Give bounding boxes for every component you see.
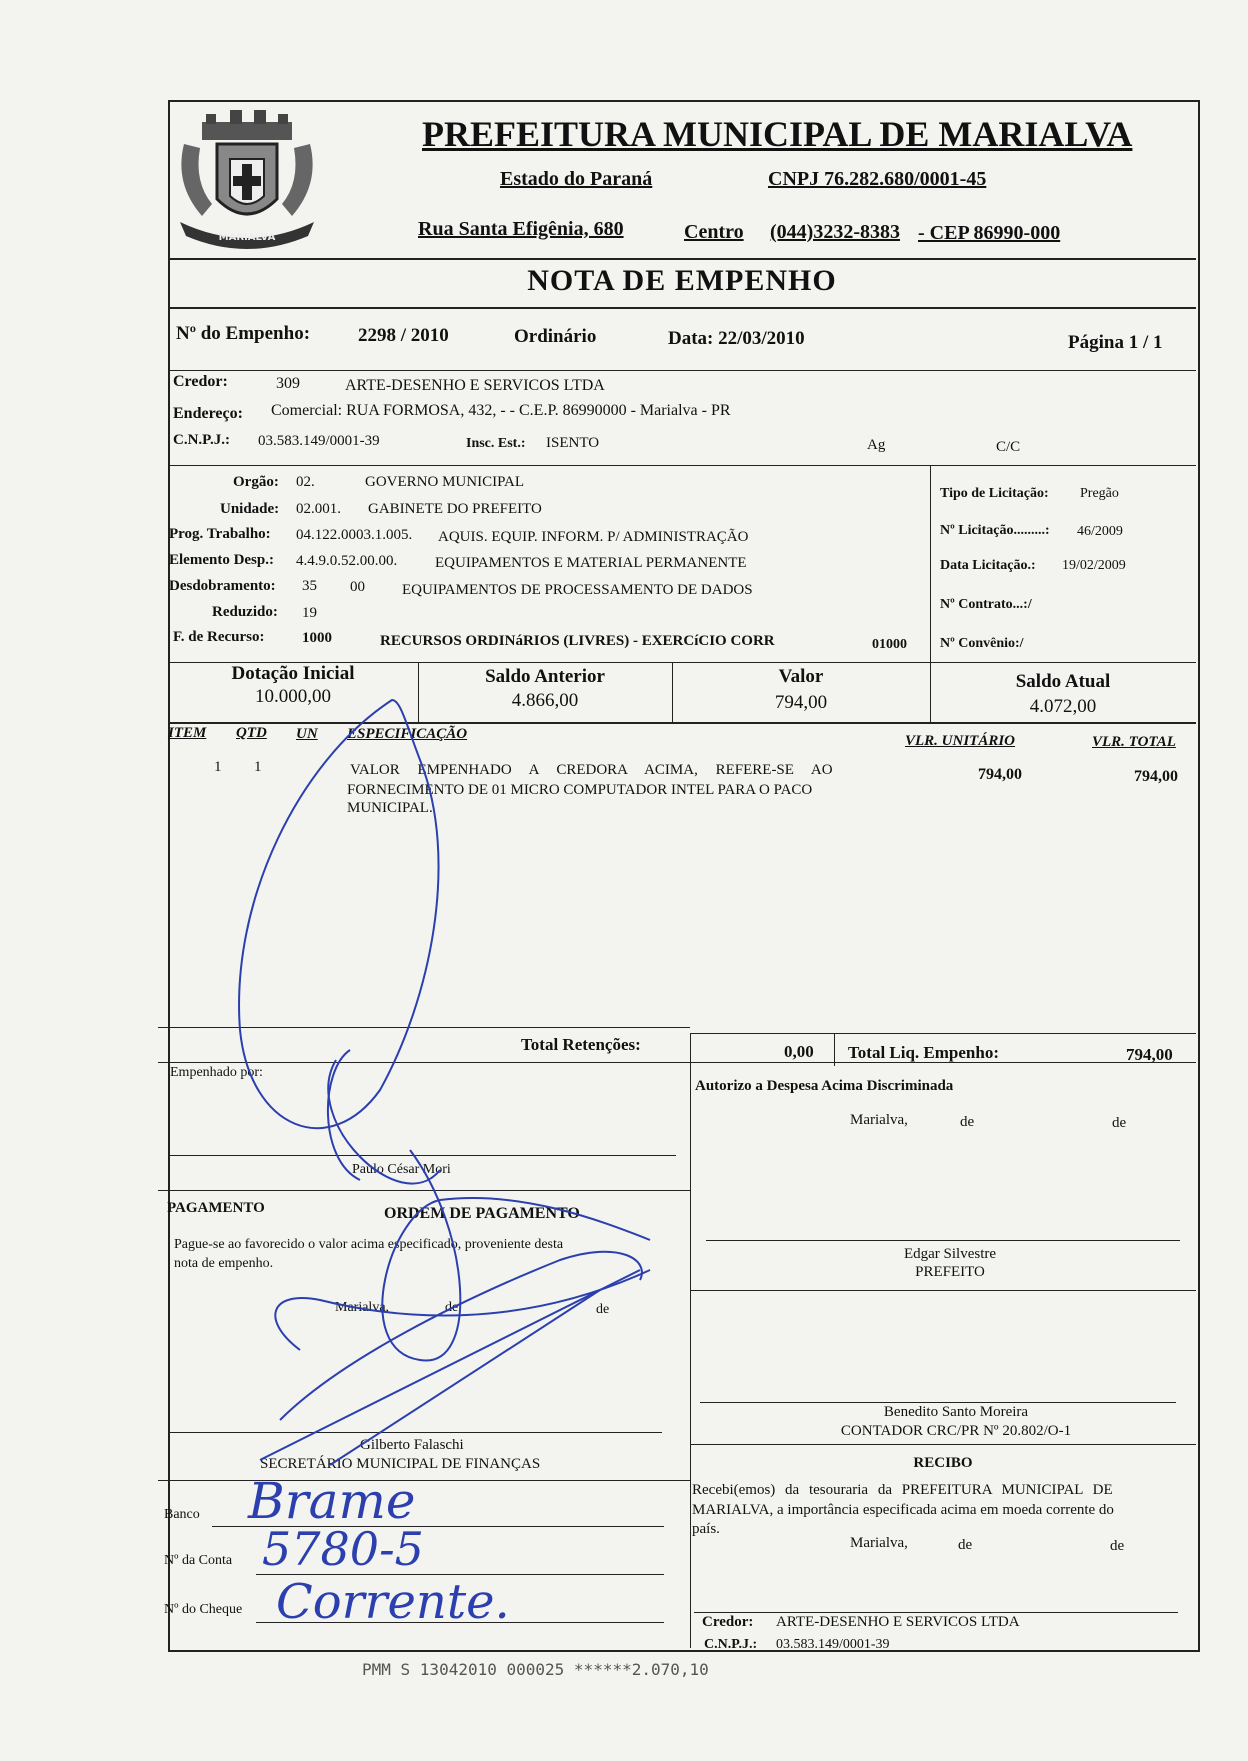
row-vlr-unitario: 794,00 [978, 766, 1022, 783]
credor-label: Credor: [173, 373, 228, 390]
ag-label: Ag [867, 437, 886, 453]
municipal-crest-icon [172, 104, 322, 256]
autorizo-label: Autorizo a Despesa Acima Discriminada [695, 1078, 954, 1094]
empenho-date: Data: 22/03/2010 [668, 328, 805, 349]
saldo-atual-value: 4.072,00 [1029, 696, 1097, 717]
total-retencoes-label: Total Retenções: [521, 1035, 641, 1054]
cc-label: C/C [996, 439, 1021, 455]
recurso-code: 1000 [302, 630, 332, 646]
prog-code: 04.122.0003.1.005. [296, 527, 413, 543]
recibo-credor-label: Credor: [702, 1614, 754, 1630]
header-title: PREFEITURA MUNICIPAL DE MARIALVA [422, 114, 1133, 154]
tipo-licitacao-value: Pregão [1080, 486, 1119, 501]
tipo-licitacao-label: Tipo de Licitação: [940, 486, 1049, 501]
pagamento-text2: nota de empenho. [174, 1256, 274, 1271]
secretario-name: Gilberto Falaschi [360, 1437, 464, 1453]
conta-handwritten: 5780-5 [262, 1522, 424, 1576]
crest-label: MARIALVA [218, 232, 276, 243]
num-licitacao-label: Nº Licitação.........: [940, 523, 1050, 538]
footer-stamp: PMM S 13042010 000025 ******2.070,10 [362, 1660, 709, 1679]
pagamento-text1: Pague-se ao favorecido o valor acima especificado, proveniente desta [174, 1237, 564, 1252]
header-centro: Centro [684, 221, 744, 243]
saldo-anterior-value: 4.866,00 [511, 690, 579, 711]
reduzido-value: 19 [302, 605, 317, 621]
banco-handwritten: Brame [248, 1472, 416, 1530]
header-state: Estado do Paraná [500, 168, 653, 190]
empenho-number: 2298 / 2010 [358, 325, 449, 346]
header-phone: (044)3232-8383 [770, 221, 900, 243]
header-cnpj: CNPJ 76.282.680/0001-45 [768, 168, 987, 190]
recibo-city: Marialva, [850, 1535, 908, 1551]
ie-value: ISENTO [546, 435, 600, 451]
unidade-value: GABINETE DO PREFEITO [368, 501, 542, 517]
col-qtd: QTD [236, 725, 267, 741]
cheque-handwritten: Corrente. [276, 1574, 510, 1630]
banco-label: Banco [164, 1507, 200, 1522]
total-retencoes-value: 0,00 [784, 1042, 814, 1061]
num-licitacao-value: 46/2009 [1077, 524, 1123, 539]
row-desc-line1: VALOR EMPENHADO A CREDORA ACIMA, REFERE-SE AO [350, 762, 833, 778]
dotacao-label: Dotação Inicial [231, 663, 355, 684]
empenhado-label: Empenhado por: [170, 1065, 263, 1080]
elem-label: Elemento Desp.: [169, 552, 274, 568]
unidade-code: 02.001. [296, 501, 341, 517]
row-item: 1 [214, 759, 222, 775]
valor-value: 794,00 [774, 692, 828, 713]
desd-label: Desdobramento: [169, 578, 276, 594]
col-especificacao: ESPECIFICAÇÃO [347, 726, 468, 742]
pagamento-city: Marialva, [335, 1300, 390, 1315]
header-address: Rua Santa Efigênia, 680 [418, 218, 624, 240]
desd-sub: 00 [350, 579, 365, 595]
secretario-role: SECRETÁRIO MUNICIPAL DE FINANÇAS [260, 1456, 541, 1472]
endereco-label: Endereço: [173, 405, 243, 422]
col-vlr-unitario: VLR. UNITÁRIO [905, 733, 1016, 749]
ie-label: Insc. Est.: [466, 436, 526, 451]
elem-code: 4.4.9.0.52.00.00. [296, 553, 398, 569]
reduzido-label: Reduzido: [212, 604, 278, 620]
pagamento-de1: de [445, 1300, 459, 1315]
autorizo-city: Marialva, [850, 1112, 908, 1128]
total-liq-label: Total Liq. Empenho: [848, 1043, 999, 1062]
prog-label: Prog. Trabalho: [169, 526, 271, 542]
recurso-label: F. de Recurso: [173, 629, 265, 645]
data-licitacao-value: 19/02/2009 [1062, 558, 1126, 573]
recibo-cnpj-value: 03.583.149/0001-39 [776, 1637, 890, 1652]
contrato-label: Nº Contrato...:/ [940, 597, 1032, 612]
empenho-type: Ordinário [514, 326, 597, 347]
cnpj-value: 03.583.149/0001-39 [258, 433, 380, 449]
desd-value: EQUIPAMENTOS DE PROCESSAMENTO DE DADOS [402, 582, 753, 598]
conta-label: Nº da Conta [164, 1553, 233, 1568]
cheque-label: Nº do Cheque [164, 1602, 243, 1617]
saldo-atual-label: Saldo Atual [1015, 671, 1111, 692]
prog-value: AQUIS. EQUIP. INFORM. P/ ADMINISTRAÇÃO [438, 529, 749, 545]
col-vlr-total: VLR. TOTAL [1092, 734, 1176, 750]
autorizo-de2: de [1112, 1115, 1127, 1131]
empenho-label: Nº do Empenho: [176, 323, 311, 344]
total-liq-value: 794,00 [1126, 1045, 1173, 1064]
convenio-label: Nº Convênio:/ [940, 636, 1024, 651]
credor-code: 309 [276, 375, 300, 392]
unidade-label: Unidade: [220, 501, 280, 517]
header-cep: - CEP 86990-000 [918, 222, 1061, 244]
empenhado-name: Paulo César Mori [352, 1162, 451, 1177]
contador-name: Benedito Santo Moreira [883, 1404, 1029, 1420]
desd-code: 35 [302, 578, 317, 594]
ordem-pagamento-label: ORDEM DE PAGAMENTO [384, 1205, 580, 1222]
recibo-text3: país. [692, 1521, 720, 1537]
orgao-code: 02. [296, 474, 315, 490]
elem-value: EQUIPAMENTOS E MATERIAL PERMANENTE [435, 555, 747, 571]
pagamento-de2: de [596, 1302, 610, 1317]
row-desc-line3: MUNICIPAL. [347, 800, 433, 816]
recibo-text1: Recebi(emos) da tesouraria da PREFEITURA MUNICIPAL DE [692, 1482, 1113, 1498]
recurso-value: RECURSOS ORDINáRIOS (LIVRES) - EXERCíCIO CORR [380, 633, 775, 649]
empenho-page: Página 1 / 1 [1068, 332, 1163, 353]
saldo-anterior-label: Saldo Anterior [485, 666, 605, 687]
col-item: ITEM [168, 725, 207, 741]
recibo-de1: de [958, 1537, 973, 1553]
recibo-cnpj-label: C.N.P.J.: [704, 1637, 758, 1652]
cnpj-label: C.N.P.J.: [173, 432, 230, 448]
mayor-role: PREFEITO [915, 1264, 985, 1280]
recurso-num: 01000 [872, 637, 907, 652]
recibo-label: RECIBO [913, 1455, 973, 1471]
orgao-label: Orgão: [233, 474, 279, 490]
row-qtd: 1 [254, 759, 262, 775]
row-desc-line2: FORNECIMENTO DE 01 MICRO COMPUTADOR INTEL PARA O PACO [347, 782, 813, 798]
recibo-text2: MARIALVA, a importância especificada acima em moeda corrente do [692, 1502, 1114, 1518]
col-un: UN [296, 726, 318, 742]
credor-name: ARTE-DESENHO E SERVICOS LTDA [345, 377, 605, 394]
autorizo-de1: de [960, 1114, 975, 1130]
pagamento-label: PAGAMENTO [167, 1200, 265, 1216]
recibo-credor-value: ARTE-DESENHO E SERVICOS LTDA [776, 1614, 1020, 1630]
doc-title: NOTA DE EMPENHO [527, 264, 837, 297]
data-licitacao-label: Data Licitação.: [940, 558, 1036, 573]
endereco-value: Comercial: RUA FORMOSA, 432, - - C.E.P. 86990000 - Marialva - PR [271, 402, 731, 419]
valor-label: Valor [778, 666, 824, 687]
recibo-de2: de [1110, 1538, 1125, 1554]
row-vlr-total: 794,00 [1134, 768, 1178, 785]
orgao-value: GOVERNO MUNICIPAL [365, 474, 525, 490]
dotacao-value: 10.000,00 [255, 686, 331, 707]
mayor-name: Edgar Silvestre [903, 1246, 997, 1262]
contador-role: CONTADOR CRC/PR Nº 20.802/O-1 [840, 1423, 1072, 1439]
